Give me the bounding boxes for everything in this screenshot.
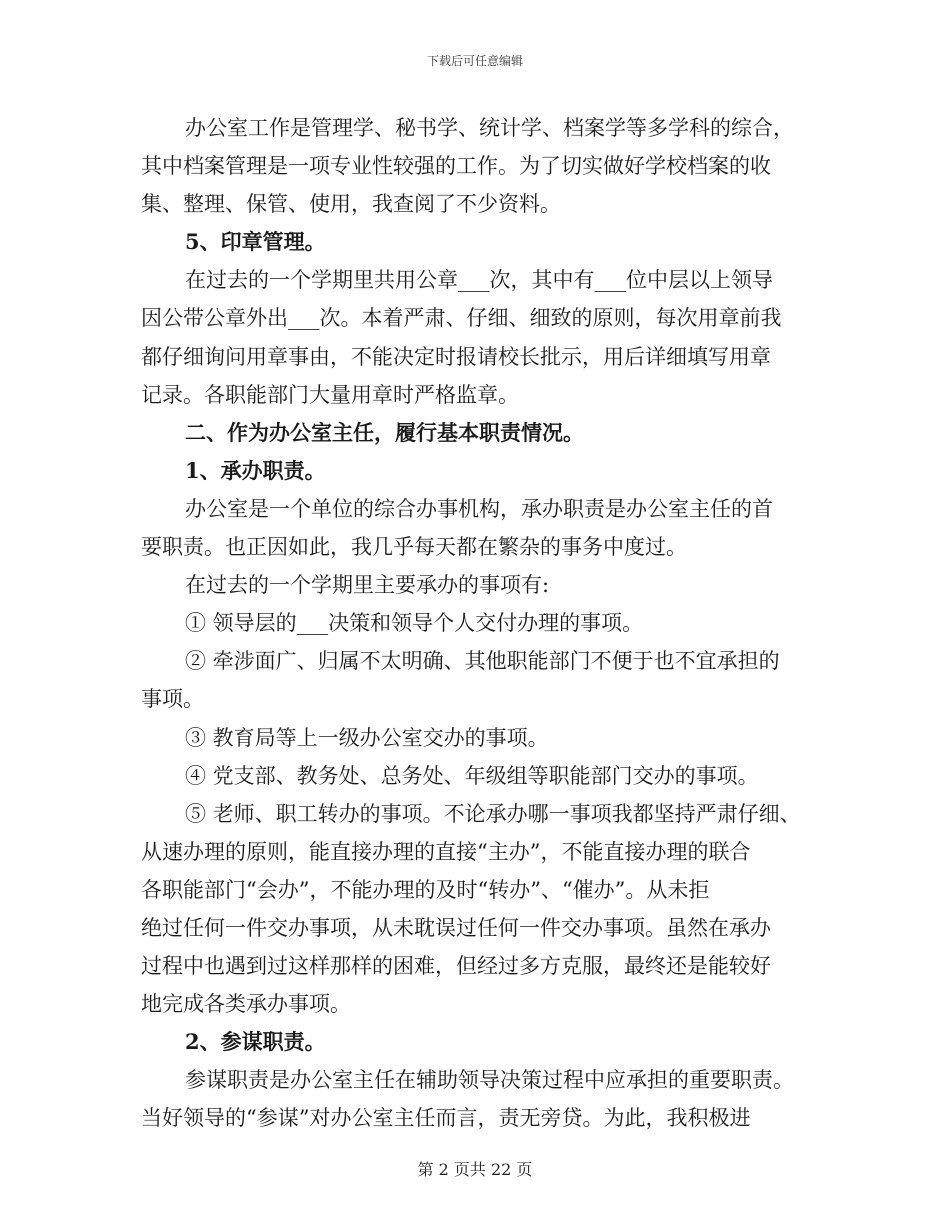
text-line: 参谋职责是办公室主任在辅助领导决策过程中应承担的重要职责。 (185, 1068, 794, 1093)
text-line: ④ 党支部、教务处、总务处、年级组等职能部门交办的事项。 (185, 763, 759, 788)
text-line: 在过去的一个学期里共用公章___次，其中有___位中层以上领导 (185, 268, 773, 293)
text-line: 办公室工作是管理学、秘书学、统计学、档案学等多学科的综合， (185, 116, 794, 140)
text-line: 记录。各职能部门大量用章时严格监章。 (141, 382, 519, 407)
page-header: 下载后可任意编辑 (426, 54, 523, 68)
section-heading: 二、作为办公室主任，履行基本职责情况。 (185, 419, 584, 445)
text-line: 各职能部门“会办”，不能办理的及时“转办”、“催办”。从未拒 (141, 877, 710, 902)
text-line: ⑤ 老师、职工转办的事项。不论承办哪一事项我都坚持严肃仔细、 (185, 801, 801, 826)
page-footer: 第 2 页共 22 页 (417, 1160, 533, 1179)
text-line: 要职责。也正因如此，我几乎每天都在繁杂的事务中度过。 (141, 535, 687, 560)
document-body (141, 109, 811, 1138)
text-line: 事项。 (141, 687, 204, 712)
section-heading: 2、参谋职责。 (185, 1029, 326, 1055)
text-line: 在过去的一个学期里主要承办的事项有: (185, 573, 550, 598)
text-line: 绝过任何一件交办事项，从未耽误过任何一件交办事项。虽然在承办 (141, 915, 771, 940)
text-line: 过程中也遇到过这样那样的困难，但经过多方克服，最终还是能较好 (141, 954, 771, 979)
text-line: 都仔细询问用章事由，不能决定时报请校长批示，用后详细填写用章 (141, 344, 771, 369)
text-line: ① 领导层的___决策和领导个人交付办理的事项。 (185, 611, 644, 636)
text-line: 办公室是一个单位的综合办事机构，承办职责是办公室主任的首 (185, 496, 773, 521)
text-line: 地完成各类承办事项。 (141, 992, 351, 1017)
text-line: 其中档案管理是一项专业性较强的工作。为了切实做好学校档案的收 (141, 154, 771, 179)
text-line: 从速办理的原则，能直接办理的直接“主办”，不能直接办理的联合 (141, 839, 751, 864)
section-heading: 1、承办职责。 (185, 457, 326, 483)
text-line: ③ 教育局等上一级办公室交办的事项。 (185, 725, 549, 750)
text-line: 集、整理、保管、使用，我查阅了不少资料。 (141, 192, 561, 217)
text-line: 当好领导的“参谋”对办公室主任而言，责无旁贷。为此，我积极进 (141, 1106, 751, 1131)
section-heading: 5、印章管理。 (185, 229, 326, 255)
text-line: ② 牵涉面广、归属不太明确、其他职能部门不便于也不宜承担的 (185, 649, 780, 674)
text-line: 因公带公章外出___次。本着严肃、仔细、细致的原则，每次用章前我 (141, 306, 782, 331)
